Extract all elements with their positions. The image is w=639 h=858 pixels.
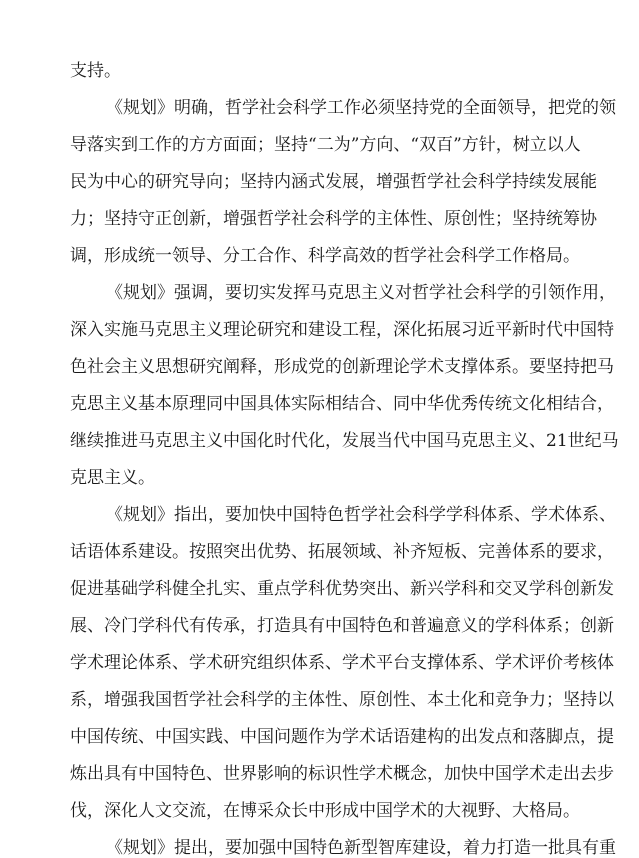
text-line: 调，形成统一领导、分工合作、科学高效的哲学社会科学工作格局。 [70, 246, 580, 266]
text-line: 促进基础学科健全扎实、重点学科优势突出、新兴学科和交叉学科创新发 [70, 579, 614, 599]
text-line: 克思主义。 [70, 468, 155, 488]
text-line: 《规划》强调，要切实发挥马克思主义对哲学社会科学的引领作用， [106, 283, 616, 303]
text-line: 《规划》提出，要加强中国特色新型智库建设，着力打造一批具有重 [106, 838, 616, 858]
text-line: 深入实施马克思主义理论研究和建设工程，深化拓展习近平新时代中国特 [70, 320, 614, 340]
text-line: 中国传统、中国实践、中国问题作为学术话语建构的出发点和落脚点，提 [70, 727, 614, 747]
text-line: 系，增强我国哲学社会科学的主体性、原创性、本土化和竞争力；坚持以 [70, 690, 614, 710]
text-line: 色社会主义思想研究阐释，形成党的创新理论学术支撑体系。要坚持把马 [70, 357, 614, 377]
text-line: 支持。 [70, 61, 121, 81]
text-line: 力；坚持守正创新，增强哲学社会科学的主体性、原创性；坚持统筹协 [70, 209, 597, 229]
text-line: 伐，深化人文交流，在博采众长中形成中国学术的大视野、大格局。 [70, 801, 580, 821]
text-line: 《规划》明确，哲学社会科学工作必须坚持党的全面领导，把党的领 [106, 98, 616, 118]
text-line: 导落实到工作的方方面面；坚持“二为”方向、“双百”方针，树立以人 [70, 135, 581, 155]
text-line: 话语体系建设。按照突出优势、拓展领域、补齐短板、完善体系的要求， [70, 542, 614, 562]
text-line: 《规划》指出，要加快中国特色哲学社会科学学科体系、学术体系、 [106, 505, 616, 525]
text-line: 展、冷门学科代有传承，打造具有中国特色和普遍意义的学科体系；创新 [70, 616, 614, 636]
text-line: 民为中心的研究导向；坚持内涵式发展，增强哲学社会科学持续发展能 [70, 172, 597, 192]
text-line: 克思主义基本原理同中国具体实际相结合、同中华优秀传统文化相结合， [70, 394, 614, 414]
text-line: 学术理论体系、学术研究组织体系、学术平台支撑体系、学术评价考核体 [70, 653, 614, 673]
text-line: 继续推进马克思主义中国化时代化，发展当代中国马克思主义、21世纪马 [70, 431, 619, 451]
text-line: 炼出具有中国特色、世界影响的标识性学术概念，加快中国学术走出去步 [70, 764, 614, 784]
